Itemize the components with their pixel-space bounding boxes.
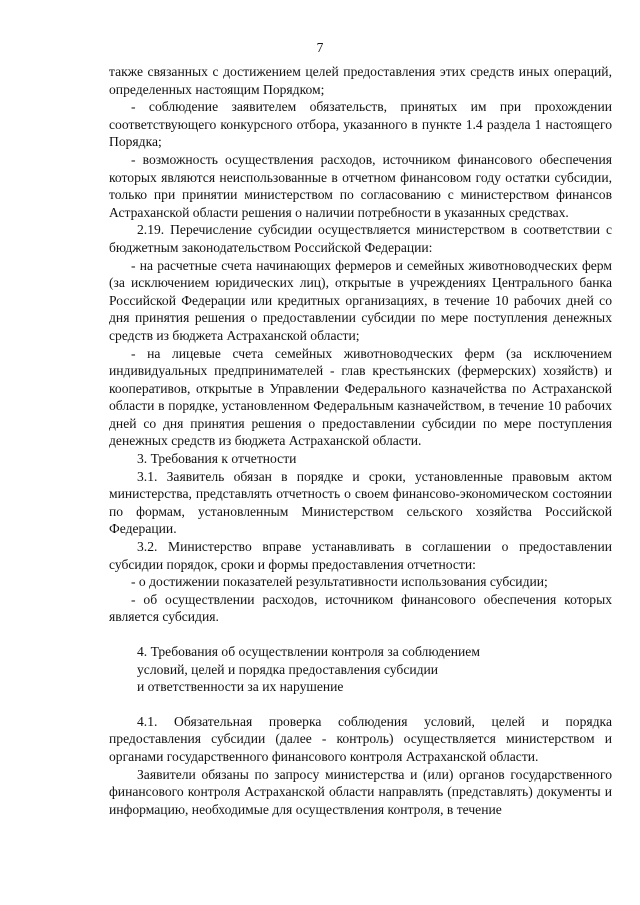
heading-line: 4. Требования об осуществлении контроля за соблюдением [137,644,480,659]
section-heading [109,643,612,696]
list-item: - возможность осуществления расходов, источником финансового обеспечения которых являются неиспользованные в отчетном финансовом году остатки субсидии, только при принятии министерством по согласованию с министерством финансов Астраханской области решения о наличии потребности в указанных средствах. [109,151,612,220]
list-item: - о достижении показателей результативности использования субсидии; [131,574,548,590]
list-item: - на лицевые счета семейных животноводческих ферм (за исключением индивидуальных предпринимателей - глав крестьянских (фермерских) хозяйств) и кооперативов, открытые в Управлении Федерального казначейства по Астраханской области в порядке, установленном Федеральным казначейством, в течение 10 рабочих дней со дня принятия решения о предоставлении субсидии по мере поступления денежных средств из бюджета Астраханской области. [109,345,612,449]
page-number: 7 [316,40,324,55]
paragraph: также связанных с достижением целей предоставления этих средств иных операций, определенных настоящим Порядком; [109,64,612,97]
heading-line: и ответственности за их нарушение [137,679,344,695]
paragraph: 3.2. Министерство вправе устанавливать в соглашении о предоставлении субсидии порядок, сроки и формы предоставления отчетности: [109,539,612,572]
document-body [109,63,612,818]
paragraph: 2.19. Перечисление субсидии осуществляется министерством в соответствии с бюджетным законодательством Российской Федерации: [109,222,612,255]
list-item: - на расчетные счета начинающих фермеров и семейных животноводческих ферм (за исключением юридических лиц), открытые в учреждениях Центрального банка Российской Федерации или кредитных организациях, в течение 10 рабочих дней со дня принятия решения о предоставлении субсидии по мере поступления денежных средств из бюджета Астраханской области; [109,257,612,343]
paragraph: 3.1. Заявитель обязан в порядке и сроки, установленные правовым актом министерства, представлять отчетность о своем финансово-экономическом состоянии по формам, установленным Министерством сельского хозяйства Российской Федерации. [109,468,612,537]
paragraph: Заявители обязаны по запросу министерства и (или) органов государственного финансового контроля Астраханской области направлять (представлять) документы и информацию, необходимые для осуществления контроля, в течение [109,766,612,817]
heading-line: условий, целей и порядка предоставления субсидии [137,661,439,677]
list-item: - об осуществлении расходов, источником финансового обеспечения которых является субсидия. [109,591,612,625]
list-item: - соблюдение заявителем обязательств, принятых им при прохождении соответствующего конкурсного отбора, указанного в пункте 1.4 раздела 1 настоящего Порядка; [109,99,612,150]
section-heading: 3. Требования к отчетности [137,451,297,467]
paragraph: 4.1. Обязательная проверка соблюдения условий, целей и порядка предоставления субсидии (далее - контроль) осуществляется министерством и органами государственного финансового контроля Астраханской области. [109,713,612,764]
